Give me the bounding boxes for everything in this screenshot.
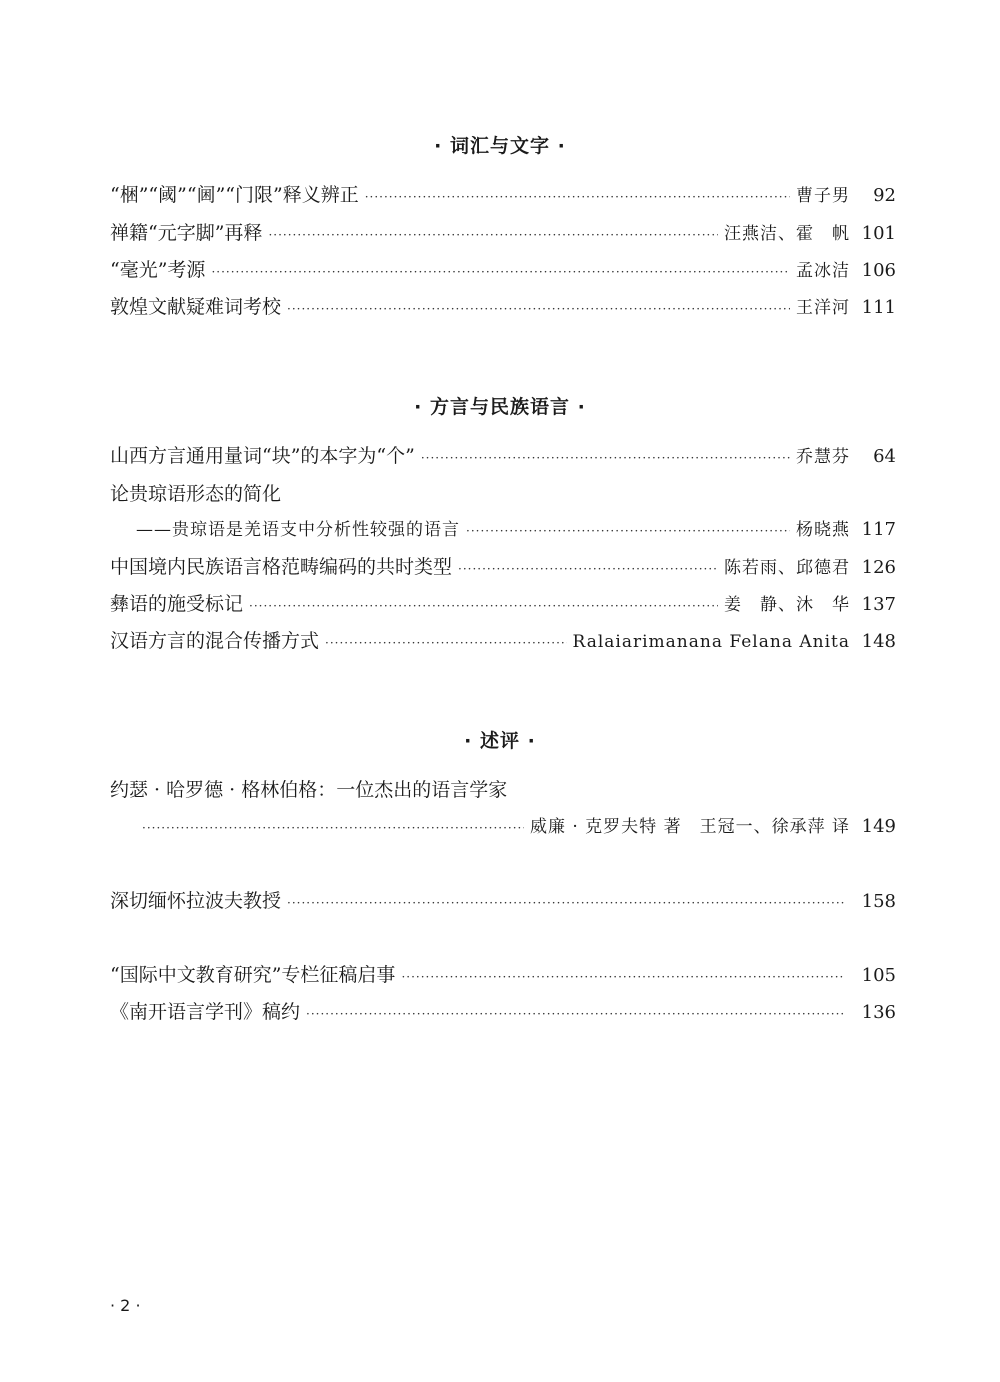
entry-author: 汪燕洁、霍 帆	[724, 224, 850, 244]
leader-dots	[421, 451, 790, 465]
entry-page: 64	[873, 446, 896, 467]
page-number: · 2 ·	[110, 1296, 141, 1315]
entry-page: 136	[861, 1002, 896, 1023]
toc-entry[interactable]	[110, 886, 896, 916]
entry-title: 彝语的施受标记	[110, 593, 244, 615]
entry-page: 149	[861, 816, 896, 837]
toc-entry[interactable]	[110, 218, 896, 248]
section-title-vocabulary: · 词汇与文字 ·	[434, 135, 566, 157]
leader-dots	[306, 1007, 844, 1021]
leader-dots	[268, 228, 718, 242]
entry-author: 王洋河	[796, 298, 850, 318]
entry-page: 148	[861, 631, 896, 652]
entry-page: 92	[873, 185, 896, 206]
entry-subtitle: ——贵琼语是羌语支中分析性较强的语言	[136, 520, 460, 540]
entry-title: “国际中文教育研究”专栏征稿启事	[110, 964, 396, 986]
toc-entry[interactable]	[110, 960, 896, 990]
toc-entry[interactable]	[110, 589, 896, 619]
entry-author: 孟冰洁	[796, 261, 850, 281]
leader-dots	[287, 302, 790, 316]
entry-page: 137	[861, 594, 896, 615]
toc-entry[interactable]	[110, 997, 896, 1027]
toc-entry[interactable]	[110, 626, 896, 656]
leader-dots	[287, 896, 844, 910]
entry-title[interactable]: 约瑟 · 哈罗德 · 格林伯格：一位杰出的语言学家	[110, 779, 508, 801]
toc-entry[interactable]	[110, 255, 896, 285]
entry-title: 汉语方言的混合传播方式	[110, 630, 320, 652]
leader-dots	[458, 562, 718, 576]
entry-title: 山西方言通用量词“块”的本字为“个”	[110, 445, 415, 467]
entry-page: 101	[861, 223, 896, 244]
toc-entry[interactable]	[110, 441, 896, 471]
entry-page: 106	[861, 260, 896, 281]
entry-title: “毫光”考源	[110, 259, 206, 281]
entry-author: 姜 静、沐 华	[724, 595, 850, 615]
entry-page: 117	[861, 519, 896, 540]
toc-entry[interactable]	[136, 812, 896, 842]
toc-entry[interactable]	[110, 292, 896, 322]
leader-dots	[401, 970, 844, 984]
entry-author: 威廉 · 克罗夫特 著 王冠一、徐承萍 译	[529, 817, 850, 837]
leader-dots	[142, 821, 524, 835]
entry-title: 《南开语言学刊》稿约	[110, 1001, 301, 1023]
entry-author: 乔慧芬	[796, 447, 850, 467]
entry-author: Ralaiarimanana Felana Anita	[572, 632, 850, 652]
entry-title: 深切缅怀拉波夫教授	[110, 890, 282, 912]
entry-page: 158	[861, 891, 896, 912]
entry-title: 禅籍“元字脚”再释	[110, 222, 263, 244]
leader-dots	[325, 636, 567, 650]
leader-dots	[249, 599, 718, 613]
entry-author: 杨晓燕	[796, 520, 850, 540]
leader-dots	[365, 190, 790, 204]
entry-page: 105	[861, 965, 896, 986]
toc-entry[interactable]	[136, 515, 896, 545]
entry-page: 126	[861, 557, 896, 578]
leader-dots	[466, 524, 790, 538]
leader-dots	[211, 265, 790, 279]
entry-title: 敦煌文献疑难词考校	[110, 296, 282, 318]
entry-title[interactable]: 论贵琼语形态的简化	[110, 483, 282, 505]
entry-author: 陈若雨、邱德君	[724, 558, 850, 578]
entry-page: 111	[861, 297, 896, 318]
entry-title: 中国境内民族语言格范畴编码的共时类型	[110, 556, 453, 578]
toc-entry[interactable]	[110, 180, 896, 210]
section-title-reviews: · 述评 ·	[464, 730, 536, 752]
section-title-dialects: · 方言与民族语言 ·	[414, 396, 586, 418]
entry-title: “梱”“阈”“阃”“门限”释义辨正	[110, 184, 359, 206]
entry-author: 曹子男	[796, 186, 850, 206]
toc-entry[interactable]	[110, 552, 896, 582]
